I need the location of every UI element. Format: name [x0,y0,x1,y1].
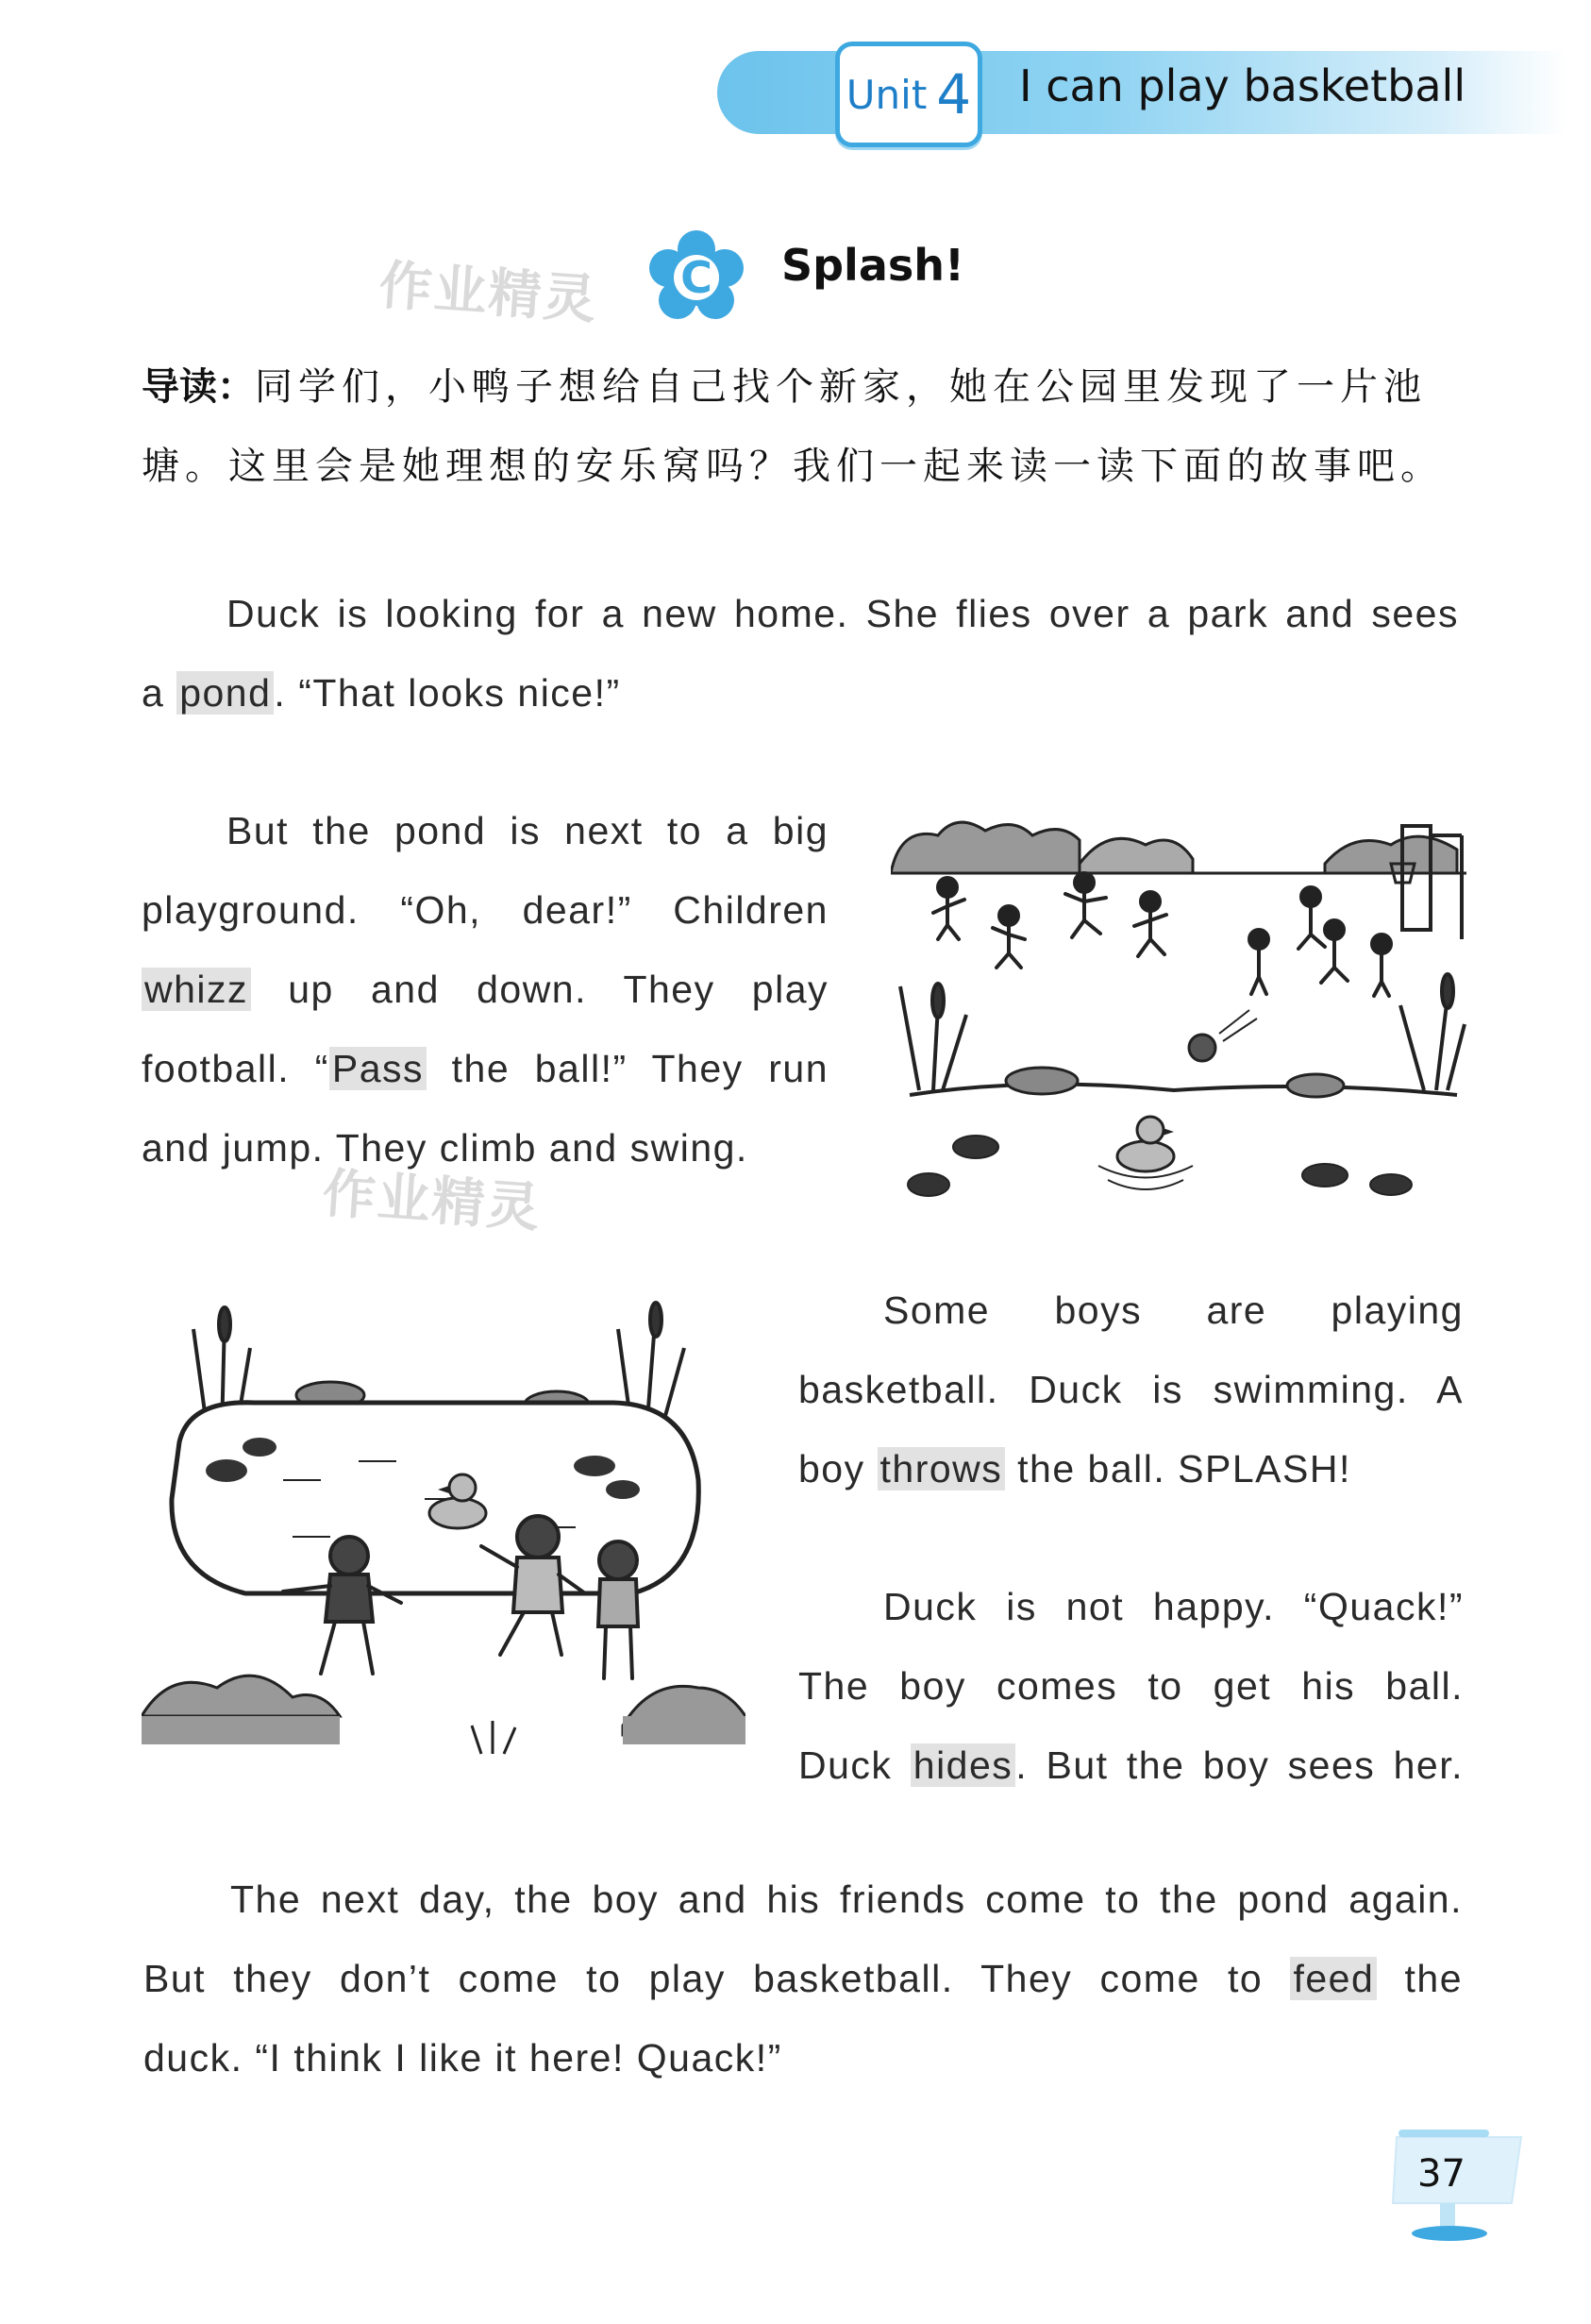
vocab-highlight: throws [878,1447,1006,1490]
unit-banner [717,47,1566,134]
story-paragraph-1 [142,574,1459,733]
story-line: Some boys are playing [883,1288,1464,1332]
unit-word: Unit [846,71,928,118]
story-line: The next day, the boy and his friends come to the pond again. [230,1878,1463,1921]
story-paragraph-3 [798,1271,1464,1508]
reading-guide [142,347,1463,506]
story-line: and jump. They climb and swing. [142,1126,748,1170]
feeding-duck-illustration [142,1291,745,1763]
story-line: basketball. Duck is swimming. A [798,1368,1464,1411]
section-c-icon [649,230,744,321]
guide-text: 同学们，小鸭子想给自己找个新家，她在公园里发现了一片池塘。这里会是她理想的安乐窝吗？我们一起来读一读下面的故事吧。 [142,365,1444,488]
watermark: 作业精灵 [377,254,600,332]
page-number: 37 [1417,2152,1465,2196]
story-line: But the pond is next to a big [226,809,829,852]
story-line: But they don’t come to play basketball. They come to feed the [143,1957,1464,2000]
vocab-highlight: whizz [142,968,251,1011]
story-paragraph-2 [142,791,829,1187]
unit-title: I can play basketball [1019,60,1466,111]
vocab-highlight: pond [176,671,274,715]
story-line: The boy comes to get his ball. [798,1664,1464,1708]
section-icon-letter: C [680,252,712,303]
guide-label: 导读： [142,365,255,409]
story-paragraph-5 [143,1860,1463,2097]
story-line: football. “Pass the ball!” They run [142,1047,829,1090]
vocab-highlight: hides [911,1743,1016,1787]
story-line: Duck hides. But the boy sees her. [798,1743,1464,1787]
story-line: whizz up and down. They play [142,950,829,1029]
section-title: Splash! [781,240,964,291]
story-line: Duck is not happy. “Quack!” [883,1585,1464,1628]
vocab-highlight: Pass [329,1047,427,1090]
story-line: playground. “Oh, dear!” Children [142,888,829,932]
story-line: boy throws the ball. SPLASH! [798,1447,1351,1490]
story-line: a pond. “That looks nice!” [142,671,621,715]
story-paragraph-4 [798,1567,1464,1805]
watermark: 作业精灵 [320,1162,544,1240]
story-line: duck. “I think I like it here! Quack!” [143,2036,782,2080]
page-number-badge [1380,2128,1531,2250]
playground-pond-illustration [891,807,1466,1213]
unit-badge [835,42,982,147]
vocab-highlight: feed [1290,1957,1377,2000]
unit-number: 4 [936,62,972,126]
story-line: Duck is looking for a new home. She flies over a park and sees [226,592,1459,635]
